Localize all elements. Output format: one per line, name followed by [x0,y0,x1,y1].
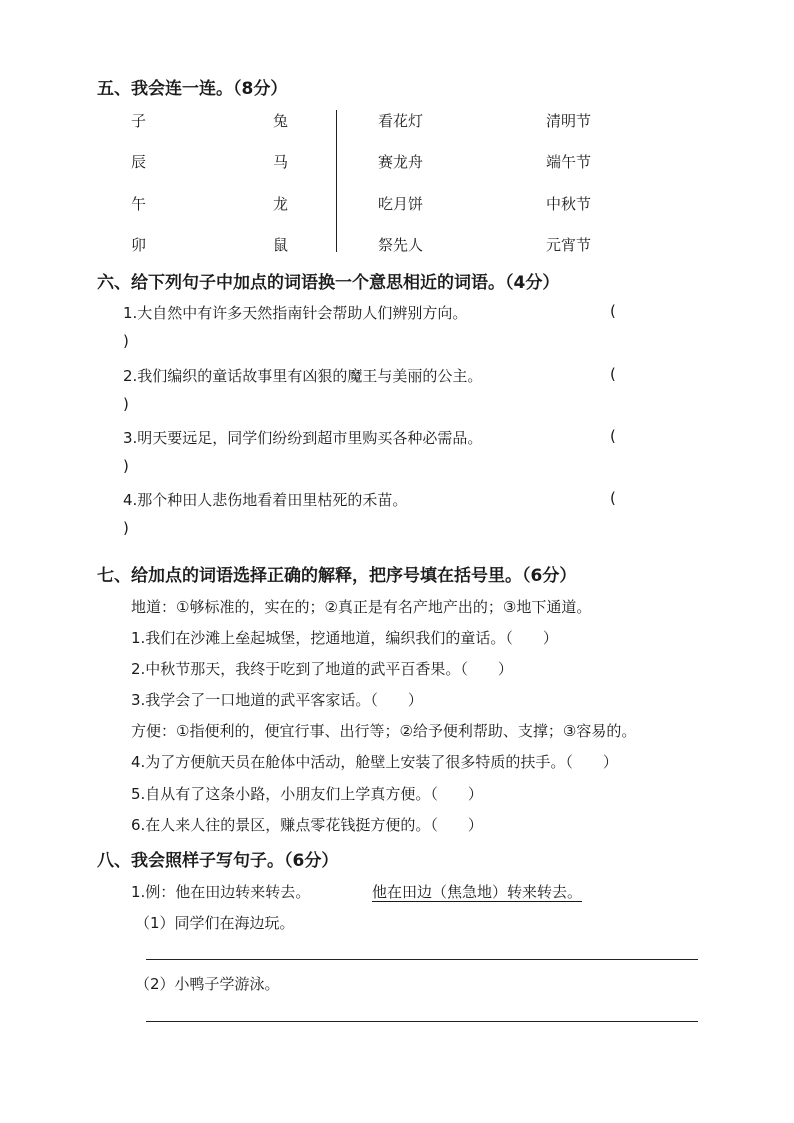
s7-question-6: 6.在人来人往的景区，赚点零花钱挺方便的。（ ） [131,816,483,834]
s7-question-3: 3.我学会了一口地道的武平客家话。（ ） [131,691,423,709]
s8-sub-question-1: （1）同学们在海边玩。 [135,914,295,932]
s7-question-1: 1.我们在沙滩上垒起城堡，挖通地道，编织我们的童话。（ ） [131,629,558,647]
section-6-title: 六、给下列句子中加点的词语换一个意思相近的词语。（4分） [97,273,560,293]
s6-question-3: 3.明天要远足，同学们纷纷到超市里购买各种必需品。 [123,429,483,447]
festival-2: 端午节 [546,153,592,171]
s6-answer-open-4: ( [610,489,616,507]
festival-1: 清明节 [546,112,592,130]
s6-answer-open-2: ( [610,365,616,383]
zodiac-animal-3: 龙 [273,195,289,213]
custom-2: 赛龙舟 [378,153,424,171]
s6-question-2: 2.我们编织的童话故事里有凶狠的魔王与美丽的公主。 [123,367,483,385]
s6-answer-close-2: ) [123,395,129,413]
answer-line-1[interactable] [146,959,698,960]
zodiac-animal-4: 鼠 [273,236,289,254]
s6-question-1: 1.大自然中有许多天然指南针会帮助人们辨别方向。 [123,304,468,322]
zodiac-branch-2: 辰 [131,153,147,171]
s6-answer-close-4: ) [123,519,129,537]
zodiac-animal-2: 马 [273,153,289,171]
zodiac-animal-1: 兔 [273,112,289,130]
definition-didao: 地道：①够标准的，实在的；②真正是有名产地产出的；③地下通道。 [131,598,592,616]
custom-4: 祭先人 [378,236,424,254]
s6-question-4: 4.那个种田人悲伤地看着田里枯死的禾苗。 [123,491,408,509]
custom-3: 吃月饼 [378,195,424,213]
s6-answer-close-3: ) [123,457,129,475]
example-answer: 他在田边（焦急地）转来转去。 [372,883,583,901]
s6-answer-close-1: ) [123,332,129,350]
s7-question-4: 4.为了方便航天员在舱体中活动，舱壁上安装了很多特质的扶手。（ ） [131,753,618,771]
zodiac-branch-1: 子 [131,112,147,130]
s6-answer-open-1: ( [610,302,616,320]
definition-fangbian: 方便：①指便利的，便宜行事、出行等；②给予便利帮助、支撑；③容易的。 [131,722,637,740]
section-8-title: 八、我会照样子写句子。（6分） [97,851,339,871]
section-5-title: 五、我会连一连。（8分） [97,79,288,99]
custom-1: 看花灯 [378,112,424,130]
zodiac-branch-3: 午 [131,195,147,213]
section-7-title: 七、给加点的词语选择正确的解释，把序号填在括号里。（6分） [97,566,577,586]
s7-question-5: 5.自从有了这条小路，小朋友们上学真方便。（ ） [131,785,483,803]
s8-sub-question-2: （2）小鸭子学游泳。 [135,975,280,993]
example-sentence: 1.例：他在田边转来转去。 [131,883,311,901]
column-divider [336,110,337,252]
festival-4: 元宵节 [546,236,592,254]
answer-line-2[interactable] [146,1021,698,1022]
festival-3: 中秋节 [546,195,592,213]
s7-question-2: 2.中秋节那天，我终于吃到了地道的武平百香果。（ ） [131,660,513,678]
s6-answer-open-3: ( [610,427,616,445]
zodiac-branch-4: 卯 [131,236,147,254]
